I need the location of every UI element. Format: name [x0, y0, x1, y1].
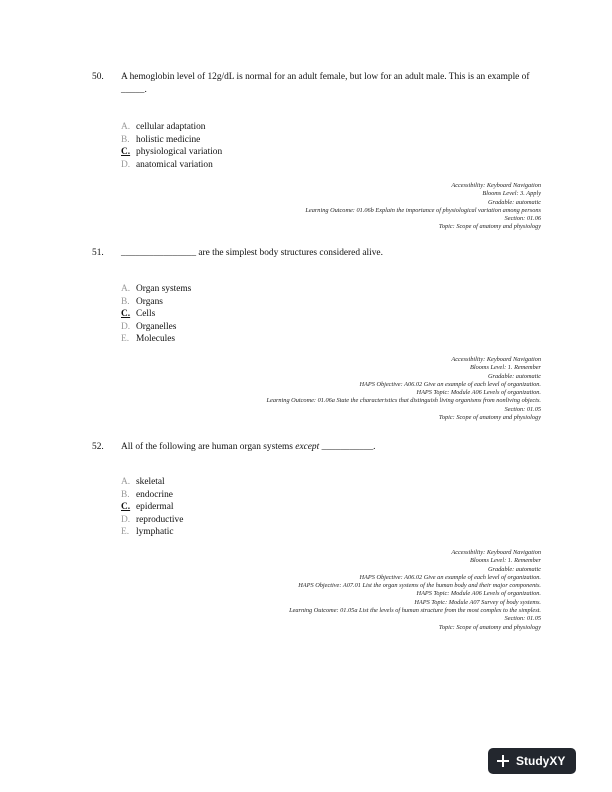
answer-options	[121, 121, 222, 171]
option-a	[121, 476, 183, 489]
meta-line: Accessibility: Keyboard Navigation	[451, 356, 541, 363]
meta-line: HAPS Topic: Module A07 Survey of body systems.	[414, 598, 541, 606]
correct-option-letter: C.	[121, 502, 131, 513]
question-metadata	[267, 356, 541, 422]
meta-line: Gradable: automatic	[488, 565, 541, 573]
option-text: Organs	[136, 296, 163, 307]
option-e	[121, 333, 191, 346]
option-letter: D.	[121, 514, 131, 525]
meta-line: Gradable: automatic	[488, 372, 541, 380]
question-number: 52.	[92, 442, 104, 452]
studyxy-badge[interactable]	[488, 748, 576, 774]
option-text: Cells	[136, 309, 156, 320]
option-letter: B.	[121, 489, 130, 500]
meta-line: HAPS Objective: A06.02 Give an example of each level of organization.	[359, 573, 541, 581]
option-c-correct	[121, 308, 191, 321]
answer-options	[121, 476, 183, 539]
meta-line: Section: 01.05	[504, 405, 541, 413]
option-letter: B.	[121, 296, 130, 307]
option-letter: E.	[121, 527, 130, 538]
meta-line: Accessibility: Keyboard Navigation	[451, 549, 541, 556]
option-c-correct	[121, 501, 183, 514]
meta-line: Gradable: automatic	[488, 198, 541, 206]
question-text: ________________ are the simplest body structures considered alive.	[121, 248, 383, 258]
option-b	[121, 296, 191, 309]
option-text: holistic medicine	[136, 134, 201, 145]
meta-line: Learning Outcome: 01.06b Explain the importance of physiological variation among persons	[305, 206, 541, 214]
option-d	[121, 159, 222, 172]
option-text: Molecules	[136, 334, 176, 345]
option-c-correct	[121, 146, 222, 159]
plus-icon	[496, 754, 510, 768]
option-letter: B.	[121, 134, 130, 145]
option-text: epidermal	[136, 502, 174, 513]
option-b	[121, 489, 183, 502]
question-metadata	[305, 182, 541, 232]
answer-options	[121, 283, 191, 346]
option-e	[121, 526, 183, 539]
meta-line: Learning Outcome: 01.06a State the characteristics that distinguish living organisms from nonliving objects.	[266, 397, 541, 405]
meta-line: Blooms Level: 1. Remember	[470, 364, 541, 372]
question-metadata	[289, 549, 541, 632]
option-text: anatomical variation	[136, 159, 213, 170]
option-text: cellular adaptation	[136, 122, 206, 132]
meta-line: HAPS Objective: A07.01 List the organ systems of the human body and their major components.	[298, 582, 541, 590]
meta-line: HAPS Topic: Module A06 Levels of organization.	[416, 590, 541, 598]
question-text-start: All of the following are human organ systems	[121, 442, 296, 452]
question-text-emphasis: except	[295, 442, 320, 452]
studyxy-logo-text: StudyXY	[516, 754, 566, 768]
option-a	[121, 283, 191, 296]
meta-line: HAPS Objective: A06.02 Give an example of each level of organization.	[359, 380, 541, 388]
option-text: Organelles	[136, 321, 177, 332]
option-text: skeletal	[136, 477, 165, 487]
question-text	[121, 441, 541, 454]
meta-line: Learning Outcome: 01.05a List the levels of human structure from the most complex to the simplest.	[289, 607, 541, 615]
option-text: physiological variation	[136, 147, 223, 158]
question-text: A hemoglobin level of 12g/dL is normal for an adult female, but low for an adult male. This is an example of _____.	[121, 72, 530, 95]
meta-line: Topic: Scope of anatomy and physiology	[438, 414, 541, 422]
correct-option-letter: C.	[121, 309, 131, 320]
option-letter: A.	[121, 477, 131, 487]
option-text: endocrine	[136, 489, 173, 500]
option-d	[121, 514, 183, 527]
meta-line: Topic: Scope of anatomy and physiology	[438, 223, 541, 231]
option-letter: D.	[121, 321, 131, 332]
option-text: reproductive	[136, 514, 184, 525]
question-text-end: ___________.	[319, 442, 376, 452]
option-text: Organ systems	[136, 284, 192, 294]
option-letter: D.	[121, 159, 131, 170]
option-letter: E.	[121, 334, 130, 345]
meta-line: Blooms Level: 3. Apply	[482, 190, 541, 198]
meta-line: Blooms Level: 1. Remember	[470, 557, 541, 565]
meta-line: HAPS Topic: Module A06 Levels of organization.	[416, 389, 541, 397]
meta-line: Topic: Scope of anatomy and physiology	[438, 623, 541, 631]
option-d	[121, 321, 191, 334]
option-letter: A.	[121, 122, 131, 132]
option-text: lymphatic	[136, 527, 174, 538]
meta-line: Accessibility: Keyboard Navigation	[451, 182, 541, 189]
correct-option-letter: C.	[121, 147, 131, 158]
question-number: 50.	[92, 72, 104, 82]
option-b	[121, 134, 222, 147]
meta-line: Section: 01.06	[504, 215, 541, 223]
question-number: 51.	[92, 248, 104, 258]
meta-line: Section: 01.05	[504, 615, 541, 623]
option-a	[121, 121, 222, 134]
option-letter: A.	[121, 284, 131, 294]
